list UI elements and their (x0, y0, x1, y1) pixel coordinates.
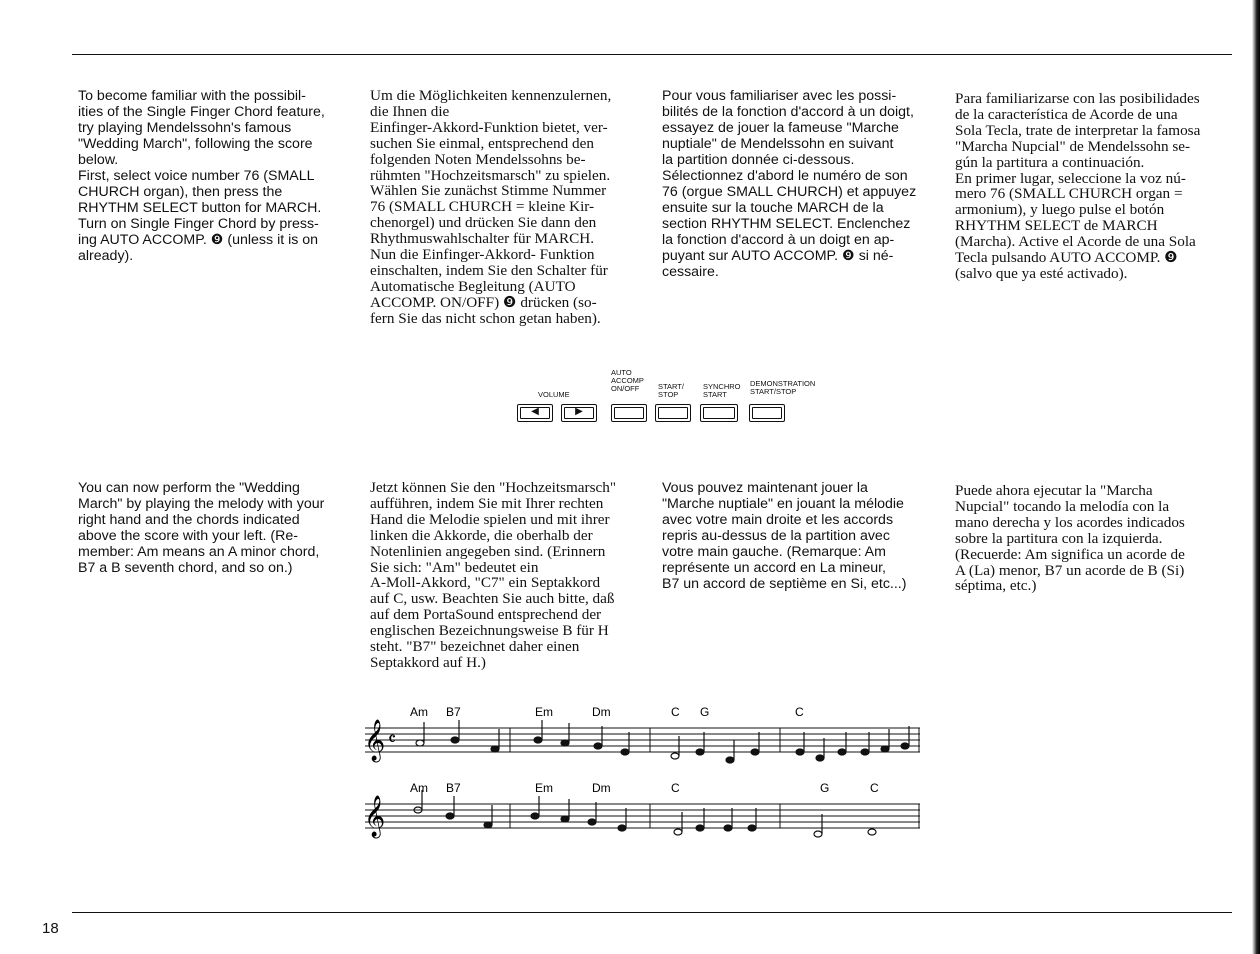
chord-label: G (820, 781, 830, 795)
chord-label: Dm (592, 781, 611, 795)
perform-english: You can now perform the "Wedding March" by playing the melody with your right hand and the chords indicated above the score with your left. (Re- member: Am means an A minor chord, B7 a B seventh chord, and so on.) (78, 480, 325, 576)
chord-label: C (795, 705, 804, 719)
treble-clef-icon: 𝄞 (364, 796, 386, 837)
melody-notes (416, 720, 909, 763)
synchro-start-label: SYNCHRO START (703, 382, 741, 399)
perform-german: Jetzt können Sie den "Hochzeitsmarsch" aufführen, indem Sie mit Ihrer rechten Hand die Melodie spielen und mit ihrer linken die Akkorde, die oberhalb der Notenlinien angegeben sind. (Erinnern Sie sich: "Am" bedeutet ein A-Moll-Akkord, "C7" ein Septakkord auf C, usw. Beachten Sie auch bitte, daß auf dem PortaSound entsprechend der englischen Bezeichnungsweise B für H steht. "B7" bezeichnet daher einen Septakkord auf H.) (370, 479, 617, 671)
melody-notes (414, 790, 876, 837)
chord-label: B7 (446, 781, 461, 795)
chord-label: B7 (446, 705, 461, 719)
demonstration-label: DEMONSTRATION START/STOP (750, 379, 816, 396)
common-time-icon: 𝄴 (388, 729, 397, 750)
control-panel-figure (505, 360, 835, 430)
start-stop-button[interactable] (655, 404, 691, 422)
perform-spanish: Puede ahora ejecutar la "Marcha Nupcial" tocando la melodía con la mano derecha y los acordes indicados sobre la partitura con la izquierda. (Recuerde: Am significa un acorde de A (La) menor, B7 un acorde de B (Si) séptima, etc.) (955, 482, 1185, 595)
intro-english: To become familiar with the possibil- ities of the Single Finger Chord feature, try playing Mendelssohn's famous "Wedding March", following the score below. First, select voice number 76 (SMALL CHURCH organ), then press the RHYTHM SELECT button for MARCH. Turn on Single Finger Chord by press- ing AUTO ACCOMP. ❾ (unless it is on already). (78, 88, 325, 264)
chord-label: C (870, 781, 879, 795)
page-number: 18 (42, 920, 59, 937)
intro-german: Um die Möglichkeiten kennenzulernen, die Ihnen die Einfinger-Akkord-Funktion bietet, ver- suchen Sie einmal, entsprechend den folgenden Noten Mendelssohns be- rühmten "Hochzeitsmarsch" zu spielen. Wählen Sie zunächst Stimme Nummer 76 (SMALL CHURCH = kleine Kir- chenorgel) und drücken Sie dann den Rhythmuswahlschalter für MARCH. Nun die Einfinger-Akkord- Funktion einschalten, indem Sie den Schalter für Automatische Begleitung (AUTO ACCOMP. ON/OFF) ❾ drücken (so- fern Sie das nicht schon getan haben). (370, 87, 612, 327)
chord-label: C (671, 781, 680, 795)
synchro-start-button[interactable] (700, 404, 738, 422)
treble-clef-icon: 𝄞 (364, 720, 386, 761)
score-line-1 (360, 700, 930, 780)
chord-label: Dm (592, 705, 611, 719)
intro-french: Pour vous familiariser avec les possi- bilités de la fonction d'accord à un doigt, essayez de jouer la fameuse "Marche nuptiale" de Mendelssohn en suivant la partition donnée ci-dessous. Sélectionnez d'abord le numéro de son 76 (orgue SMALL CHURCH) et appuyez ensuite sur la touche MARCH de la section RHYTHM SELECT. Enclenchez la fonction d'accord à un doigt en ap- puyant sur AUTO ACCOMP. ❾ si né- cessaire. (662, 88, 917, 280)
auto-accomp-button[interactable] (611, 404, 647, 422)
score-line-2 (360, 776, 930, 856)
chord-label: Em (535, 781, 553, 795)
volume-down-button[interactable] (517, 404, 553, 422)
top-rule (72, 54, 1232, 55)
perform-french: Vous pouvez maintenant jouer la "Marche nuptiale" en jouant la mélodie avec votre main droite et les accords repris au-dessus de la partition avec votre main gauche. (Remarque: Am représente un accord en La mineur, B7 un accord de septième en Si, etc...) (662, 480, 907, 592)
bottom-rule (72, 912, 1232, 913)
chord-label: C (671, 705, 680, 719)
page-edge-shadow (1252, 0, 1260, 954)
left-arrow-icon: ◀ (531, 406, 539, 417)
intro-spanish: Para familiarizarse con las posibilidades de la característica de Acorde de una Sola Tecla, trate de interpretar la famosa "Marcha Nupcial" de Mendelssohn se- gún la partitura a continuación. En primer lugar, seleccione la voz nú- mero 76 (SMALL CHURCH organ = armonium), y luego pulse el botón RHYTHM SELECT de MARCH (Marcha). Active el Acorde de una Sola Tecla pulsando AUTO ACCOMP. ❾ (salvo que ya esté activado). (955, 90, 1201, 282)
chord-label: Am (410, 705, 428, 719)
right-arrow-icon: ▶ (575, 406, 583, 417)
volume-up-button[interactable] (561, 404, 597, 422)
auto-accomp-label: AUTO ACCOMP ON/OFF (611, 368, 644, 393)
demonstration-button[interactable] (749, 404, 785, 422)
chord-label: Em (535, 705, 553, 719)
volume-label: VOLUME (538, 390, 570, 399)
chord-label: Am (410, 781, 428, 795)
chord-label: G (700, 705, 710, 719)
start-stop-label: START/ STOP (658, 382, 684, 399)
